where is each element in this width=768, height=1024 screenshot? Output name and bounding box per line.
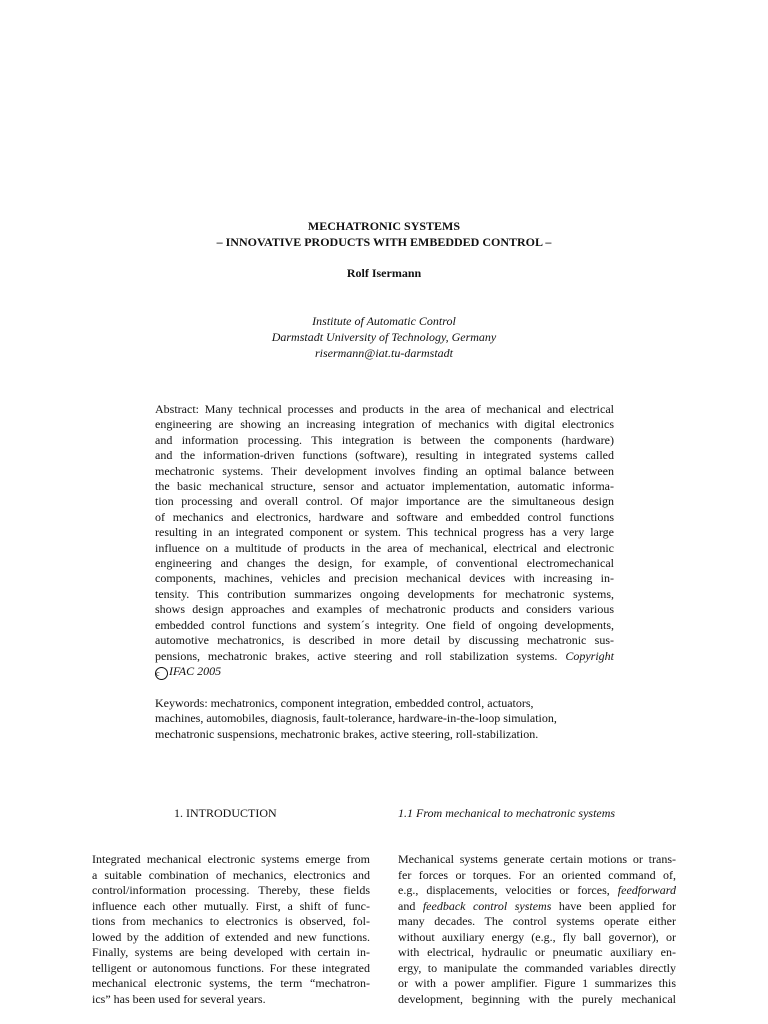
body-line: control/information processing. Thereby, these fields [92,883,370,897]
affiliation-institute: Institute of Automatic Control [312,314,456,328]
body-line [398,883,676,899]
body-line: ergy, to manipulate the commanded variables directly [398,960,676,975]
body-line: influence each other mutually. First, a shift of func- [92,898,370,913]
abstract-line: influence on a multitude of products in the area of mechanical, electrical and electronic [155,540,614,555]
abstract-line: and the information-driven functions (software), resulting in integrated systems called [155,448,614,463]
body-line: a suitable combination of mechanics, electronics and [92,867,370,882]
body-line [398,899,676,915]
abstract-line: of mechanics and electronics, hardware and software and embedded control functions [155,509,614,524]
body-line: Mechanical systems generate certain motions or trans- [398,852,676,866]
abstract-line: engineering and changes the design, for example, of conventional electromechanical [155,556,614,571]
paper-title-line-1: MECHATRONIC SYSTEMS [307,219,461,233]
abstract-line: embedded control functions and system´s integrity. One field of ongoing developments, [155,617,614,632]
emphasis-feedforward: feedforward [617,883,676,897]
body-line: lowed by the addition of extended and new functions. [92,929,370,944]
body-text: have been applied for [551,898,677,913]
affiliation-university: Darmstadt University of Technology, Germany [271,330,497,344]
section-heading-introduction: 1. INTRODUCTION [174,806,277,820]
abstract-line: tensity. This contribution summarizes ongoing developments for mechatronic systems, [155,586,614,601]
body-text: e.g., displacements, velocities or forces, [398,883,618,897]
keywords-line: mechatronic suspensions, mechatronic brakes, active steering, roll-stabilization. [155,726,539,741]
keywords [155,696,614,742]
body-line: fer forces or torques. For an oriented command of, [398,867,676,882]
subsection-heading: 1.1 From mechanical to mechatronic systems [398,806,616,820]
copyright-line [155,664,614,680]
abstract-line: automotive mechatronics, is described in more detail by discussing mechatronic sus- [155,633,614,648]
abstract [155,402,614,680]
abstract-line: the basic mechanical structure, sensor and actuator implementation, automatic informa- [155,479,614,494]
body-line: ics” has been used for several years. [92,991,266,1006]
body-line: many decades. The control systems operate either [398,914,676,928]
abstract-line: mechatronic systems. Their development involves finding an optimal balance between [155,463,614,478]
body-line: telligent or autonomous functions. For these integrated [92,960,370,975]
body-line: Finally, systems are being developed with certain in- [92,945,370,959]
abstract-line: and information processing. This integration is between the components (hardware) [155,432,614,447]
body-line: mechanical electronic systems, the term “mechatron- [92,976,370,990]
body-line: Integrated mechanical electronic systems emerge from [92,852,370,866]
body-line: without auxiliary energy (e.g., fly ball governor), or [398,929,676,944]
copyright-symbol-icon: c [155,667,168,680]
keywords-line: Keywords: mechatronics, component integration, embedded control, actuators, [155,696,534,710]
intro-right-column [398,852,676,1007]
paper-title-line-2: – INNOVATIVE PRODUCTS WITH EMBEDDED CONTROL – [216,235,552,249]
intro-left-column [92,852,370,1007]
abstract-line: shows design approaches and examples of mechatronic products and considers various [155,602,614,617]
abstract-line-text: pensions, mechatronic brakes, active steering and roll stabilization systems. [155,648,558,663]
body-line: tions from mechanics to electronics is observed, fol- [92,914,370,928]
author-name: Rolf Isermann [346,266,422,280]
author-email: risermann@iat.tu-darmstadt [314,346,454,360]
abstract-line: Abstract: Many technical processes and products in the area of mechanical and electrical [155,402,614,416]
keywords-line: machines, automobiles, diagnosis, fault-tolerance, hardware-in-the-loop simulation, [155,711,557,726]
emphasis-feedback-control: feedback control systems [422,898,552,913]
abstract-line [155,649,614,664]
body-line: with electrical, hydraulic or pneumatic auxiliary en- [398,945,676,959]
body-line: or with a power amplifier. Figure 1 summarizes this [398,976,676,990]
copyright-label: Copyright [565,648,614,663]
body-text: and [398,898,423,913]
body-line: development, beginning with the purely mechanical [398,991,676,1006]
abstract-line: tion processing and overall control. Of major importance are the simultaneous design [155,494,614,509]
abstract-line: components, machines, vehicles and precision mechanical devices with increasing in- [155,571,614,586]
copyright-holder: IFAC 2005 [169,663,222,678]
abstract-line: engineering are showing an increasing integration of mechanics with digital electronics [155,417,614,432]
abstract-line: resulting in an integrated component or system. This technical progress has a very large [155,525,614,540]
